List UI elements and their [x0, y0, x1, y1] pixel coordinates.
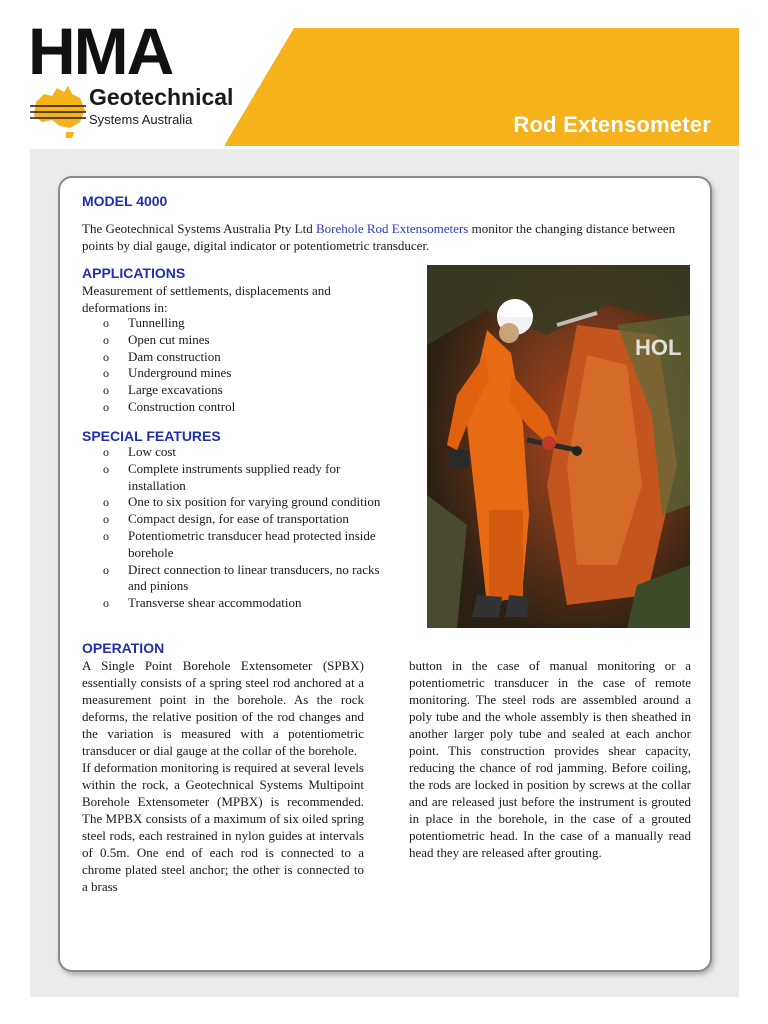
- list-item-text: Direct connection to linear transducers, no racks and pinions: [128, 561, 380, 594]
- bullet-marker: o: [103, 528, 109, 543]
- operation-paragraph-1: A Single Point Borehole Extensometer (SPBX) essentially consists of a spring steel rod anchored at a measurement point in the borehole. As the rock deforms, the relative position of the rod changes and the variation is measured with a potentiometric transducer or dial gauge at the collar of the borehole.: [82, 658, 364, 758]
- list-item-text: Transverse shear accommodation: [128, 595, 302, 611]
- bullet-marker: o: [103, 461, 109, 476]
- list-item: [82, 332, 402, 349]
- intro-text-end: monitor the changing distance between points by dial gauge, digital indicator or potentiometric transducer.: [82, 221, 676, 253]
- logo-letters-text: HMA: [28, 22, 173, 82]
- intro-text-start: The Geotechnical Systems Australia Pty Ltd: [82, 221, 316, 236]
- bullet-marker: o: [103, 399, 109, 414]
- list-item: [82, 461, 400, 495]
- list-item: [82, 349, 402, 366]
- bullet-marker: o: [103, 349, 109, 364]
- bullet-marker: o: [103, 562, 109, 577]
- hma-logo: [28, 22, 243, 140]
- list-item-text: Large excavations: [128, 382, 223, 398]
- list-item-text: One to six position for varying ground condition: [128, 494, 381, 510]
- list-item-text: Complete instruments supplied ready for installation: [128, 460, 341, 493]
- list-item: [82, 528, 400, 562]
- page-header: [0, 0, 768, 150]
- list-item: [82, 511, 400, 528]
- logo-name: Geotechnical: [89, 84, 234, 110]
- model-heading: MODEL 4000: [82, 193, 168, 209]
- operation-paragraph-3: button in the case of manual monitoring or a potentiometric transducer in the case of remote monitoring. The steel rods are assembled around a poly tube and the whole assembly is then sheathed in another larger poly tube and sealed at each anchor point. This construction provides shear capacity, reducing the chance of rod jamming. Before coiling, the rods are locked in position by screws at the collar and are released just before the instrument is grouted in place in the borehole, in the case of a grouted potentiometric head. In the case of a manually read head they are released after grouting.: [409, 658, 691, 860]
- special-features-list: [82, 444, 400, 612]
- miner-installing-extensometer-photo: [427, 265, 690, 628]
- wall-graffiti-text: HOL: [635, 335, 682, 360]
- list-item: [82, 382, 402, 399]
- applications-intro: Measurement of settlements, displacements and deformations in:: [82, 283, 331, 315]
- operation-heading: OPERATION: [82, 640, 165, 656]
- title-band: [225, 28, 739, 146]
- logo-subtitle: Systems Australia: [89, 112, 193, 127]
- operation-column-right: [409, 657, 691, 861]
- bullet-marker: o: [103, 495, 109, 510]
- list-item: [82, 315, 402, 332]
- australia-map-icon: [30, 84, 88, 140]
- list-item: [82, 562, 400, 596]
- list-item-text: Potentiometric transducer head protected inside borehole: [128, 527, 376, 560]
- special-features-heading: SPECIAL FEATURES: [82, 428, 221, 444]
- list-item-text: Compact design, for ease of transportation: [128, 511, 349, 527]
- bullet-marker: o: [103, 445, 109, 459]
- bullet-marker: o: [103, 332, 109, 347]
- list-item: [82, 365, 402, 382]
- applications-list: [82, 315, 402, 416]
- bullet-marker: o: [103, 596, 109, 611]
- document-title: Rod Extensometer: [513, 112, 711, 137]
- list-item-text: Open cut mines: [128, 331, 210, 347]
- list-item: [82, 595, 400, 612]
- list-item: [82, 494, 400, 511]
- bullet-marker: o: [103, 316, 109, 330]
- bullet-marker: o: [103, 383, 109, 398]
- list-item: [82, 399, 402, 416]
- intro-paragraph: [82, 220, 687, 254]
- logo-letters: [28, 22, 243, 82]
- list-item-text: Underground mines: [128, 365, 232, 381]
- list-item: [82, 444, 400, 461]
- operation-paragraph-2: If deformation monitoring is required at several levels within the rock, a Geotechnical Systems Multipoint Borehole Extensometer (MPBX) is recommended. The MPBX consists of a maximum of six oiled spring steel rods, each restrained in nylon guides at intervals of 0.5m. One end of each rod is connected to a chrome plated steel anchor; the other is connected to a brass: [82, 760, 364, 894]
- list-item-text: Construction control: [128, 398, 236, 414]
- operation-column-left: [82, 657, 364, 895]
- list-item-text: Dam construction: [128, 348, 221, 364]
- list-item-text: Tunnelling: [128, 315, 185, 330]
- bullet-marker: o: [103, 366, 109, 381]
- list-item-text: Low cost: [128, 444, 177, 459]
- borehole-rod-extensometers-link: Borehole Rod Extensometers: [315, 221, 469, 236]
- bullet-marker: o: [103, 512, 109, 527]
- applications-heading: APPLICATIONS: [82, 265, 186, 281]
